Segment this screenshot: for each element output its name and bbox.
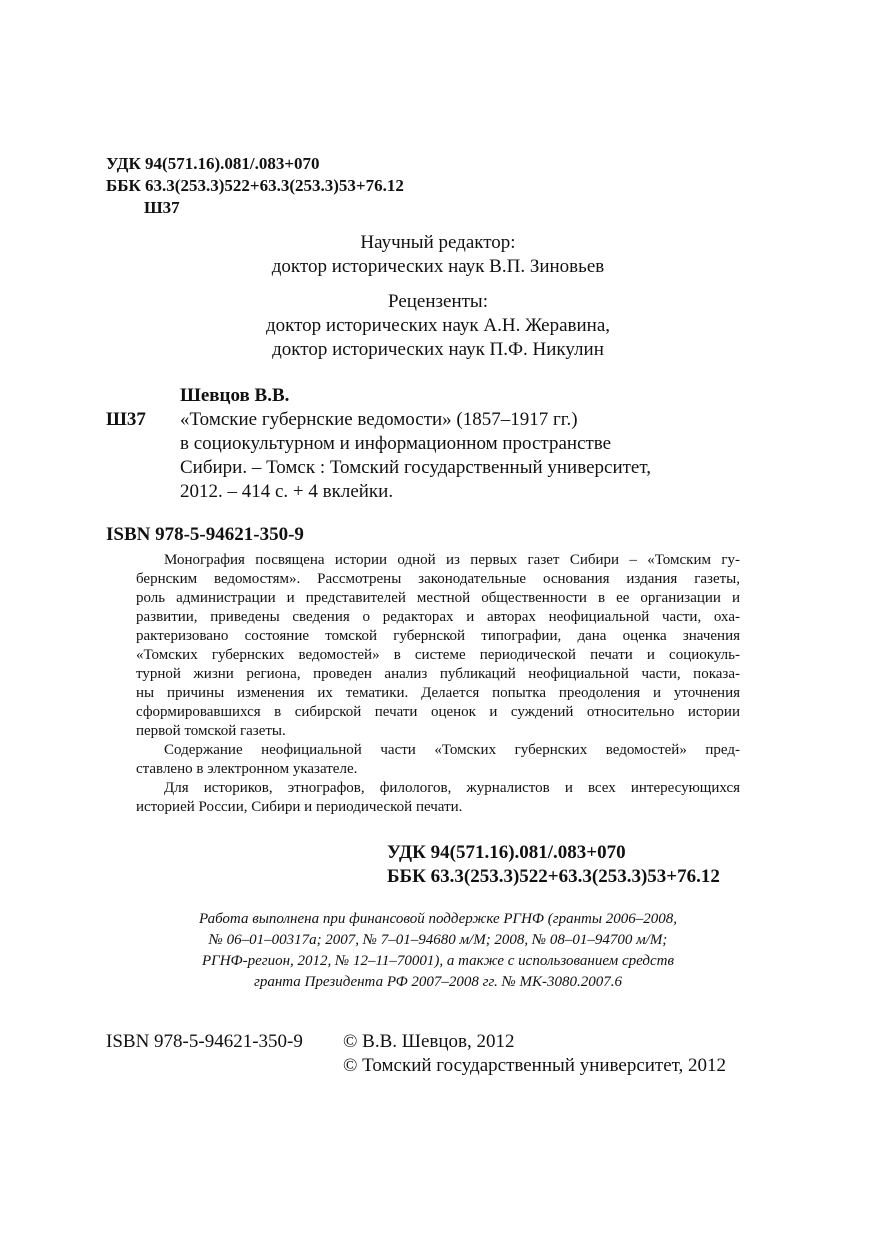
header-udk: УДК 94(571.16).081/.083+070 (106, 154, 320, 173)
abstract-line: историей России, Сибири и периодической печати. (136, 799, 463, 815)
abstract-line: роль администрации и представителей местной общественности в ее организации и (136, 590, 740, 606)
abstract-line: «Томских губернских ведомостей» в системе периодической печати и социокуль- (136, 647, 740, 663)
isbn-heading: ISBN 978-5-94621-350-9 (106, 524, 304, 545)
funding-line: Работа выполнена при финансовой поддержке РГНФ (гранты 2006–2008, (198, 911, 678, 927)
reviewers-label: Рецензенты: (388, 291, 488, 312)
header-bbk: ББК 63.3(253.3)522+63.3(253.3)53+76.12 (106, 176, 404, 195)
abstract-line: ны причины изменения их тематики. Делается попытка преодоления и уточнения (136, 685, 740, 701)
copyright-university: © Томский государственный университет, 2012 (343, 1055, 727, 1076)
abstract-line: Для историков, этнографов, филологов, журналистов и всех интересующихся (164, 780, 740, 796)
editor-name: доктор исторических наук В.П. Зиновьев (271, 256, 605, 277)
copyright-author: © В.В. Шевцов, 2012 (343, 1031, 515, 1052)
bib-line: 2012. – 414 с. + 4 вклейки. (180, 481, 394, 502)
funding-note (0, 909, 876, 993)
funding-line: РГНФ-регион, 2012, № 12–11–70001), а также с использованием средств (202, 953, 674, 969)
abstract-line: ставлено в электронном указателе. (136, 761, 358, 777)
classification-bbk: ББК 63.3(253.3)522+63.3(253.3)53+76.12 (387, 866, 720, 887)
bib-author: Шевцов В.В. (180, 385, 290, 406)
classification-udk: УДК 94(571.16).081/.083+070 (387, 842, 626, 863)
abstract-line: сформировавшихся в сибирской печати оценок и суждений относительно истории (136, 704, 740, 720)
bib-line: Сибири. – Томск : Томский государственный университет, (180, 457, 651, 478)
reviewer-1: доктор исторических наук А.Н. Жеравина, (265, 315, 611, 336)
funding-line: № 06–01–00317а; 2007, № 7–01–94680 м/М; 2008, № 08–01–94700 м/М; (208, 932, 668, 948)
editor-label: Научный редактор: (360, 232, 516, 253)
bib-line: в социокультурном и информационном пространстве (180, 433, 612, 454)
abstract-line: рактеризовано состояние томской губернской типографии, дана оценка значения (136, 628, 740, 644)
header-code: Ш37 (144, 198, 180, 217)
bib-line: «Томские губернские ведомости» (1857–1917 гг.) (180, 409, 578, 430)
abstract-line: турной жизни региона, проведен анализ публикаций неофициальной части, показа- (136, 666, 740, 682)
abstract-line: развитии, приведены сведения о редакторах и авторах неофициальной части, оха- (136, 609, 740, 625)
abstract-line: бернским ведомостям». Рассмотрены законодательные основания издания газеты, (136, 571, 740, 587)
abstract-line: первой томской газеты. (136, 723, 286, 739)
footer-isbn: ISBN 978-5-94621-350-9 (106, 1031, 303, 1052)
abstract (136, 551, 740, 817)
abstract-line: Содержание неофициальной части «Томских губернских ведомостей» пред- (164, 742, 740, 758)
funding-line: гранта Президента РФ 2007–2008 гг. № МК-3080.2007.6 (253, 974, 622, 990)
abstract-line: Монография посвящена истории одной из первых газет Сибири – «Томским гу- (164, 552, 740, 568)
reviewer-2: доктор исторических наук П.Ф. Никулин (272, 339, 604, 360)
bib-code: Ш37 (106, 409, 146, 430)
